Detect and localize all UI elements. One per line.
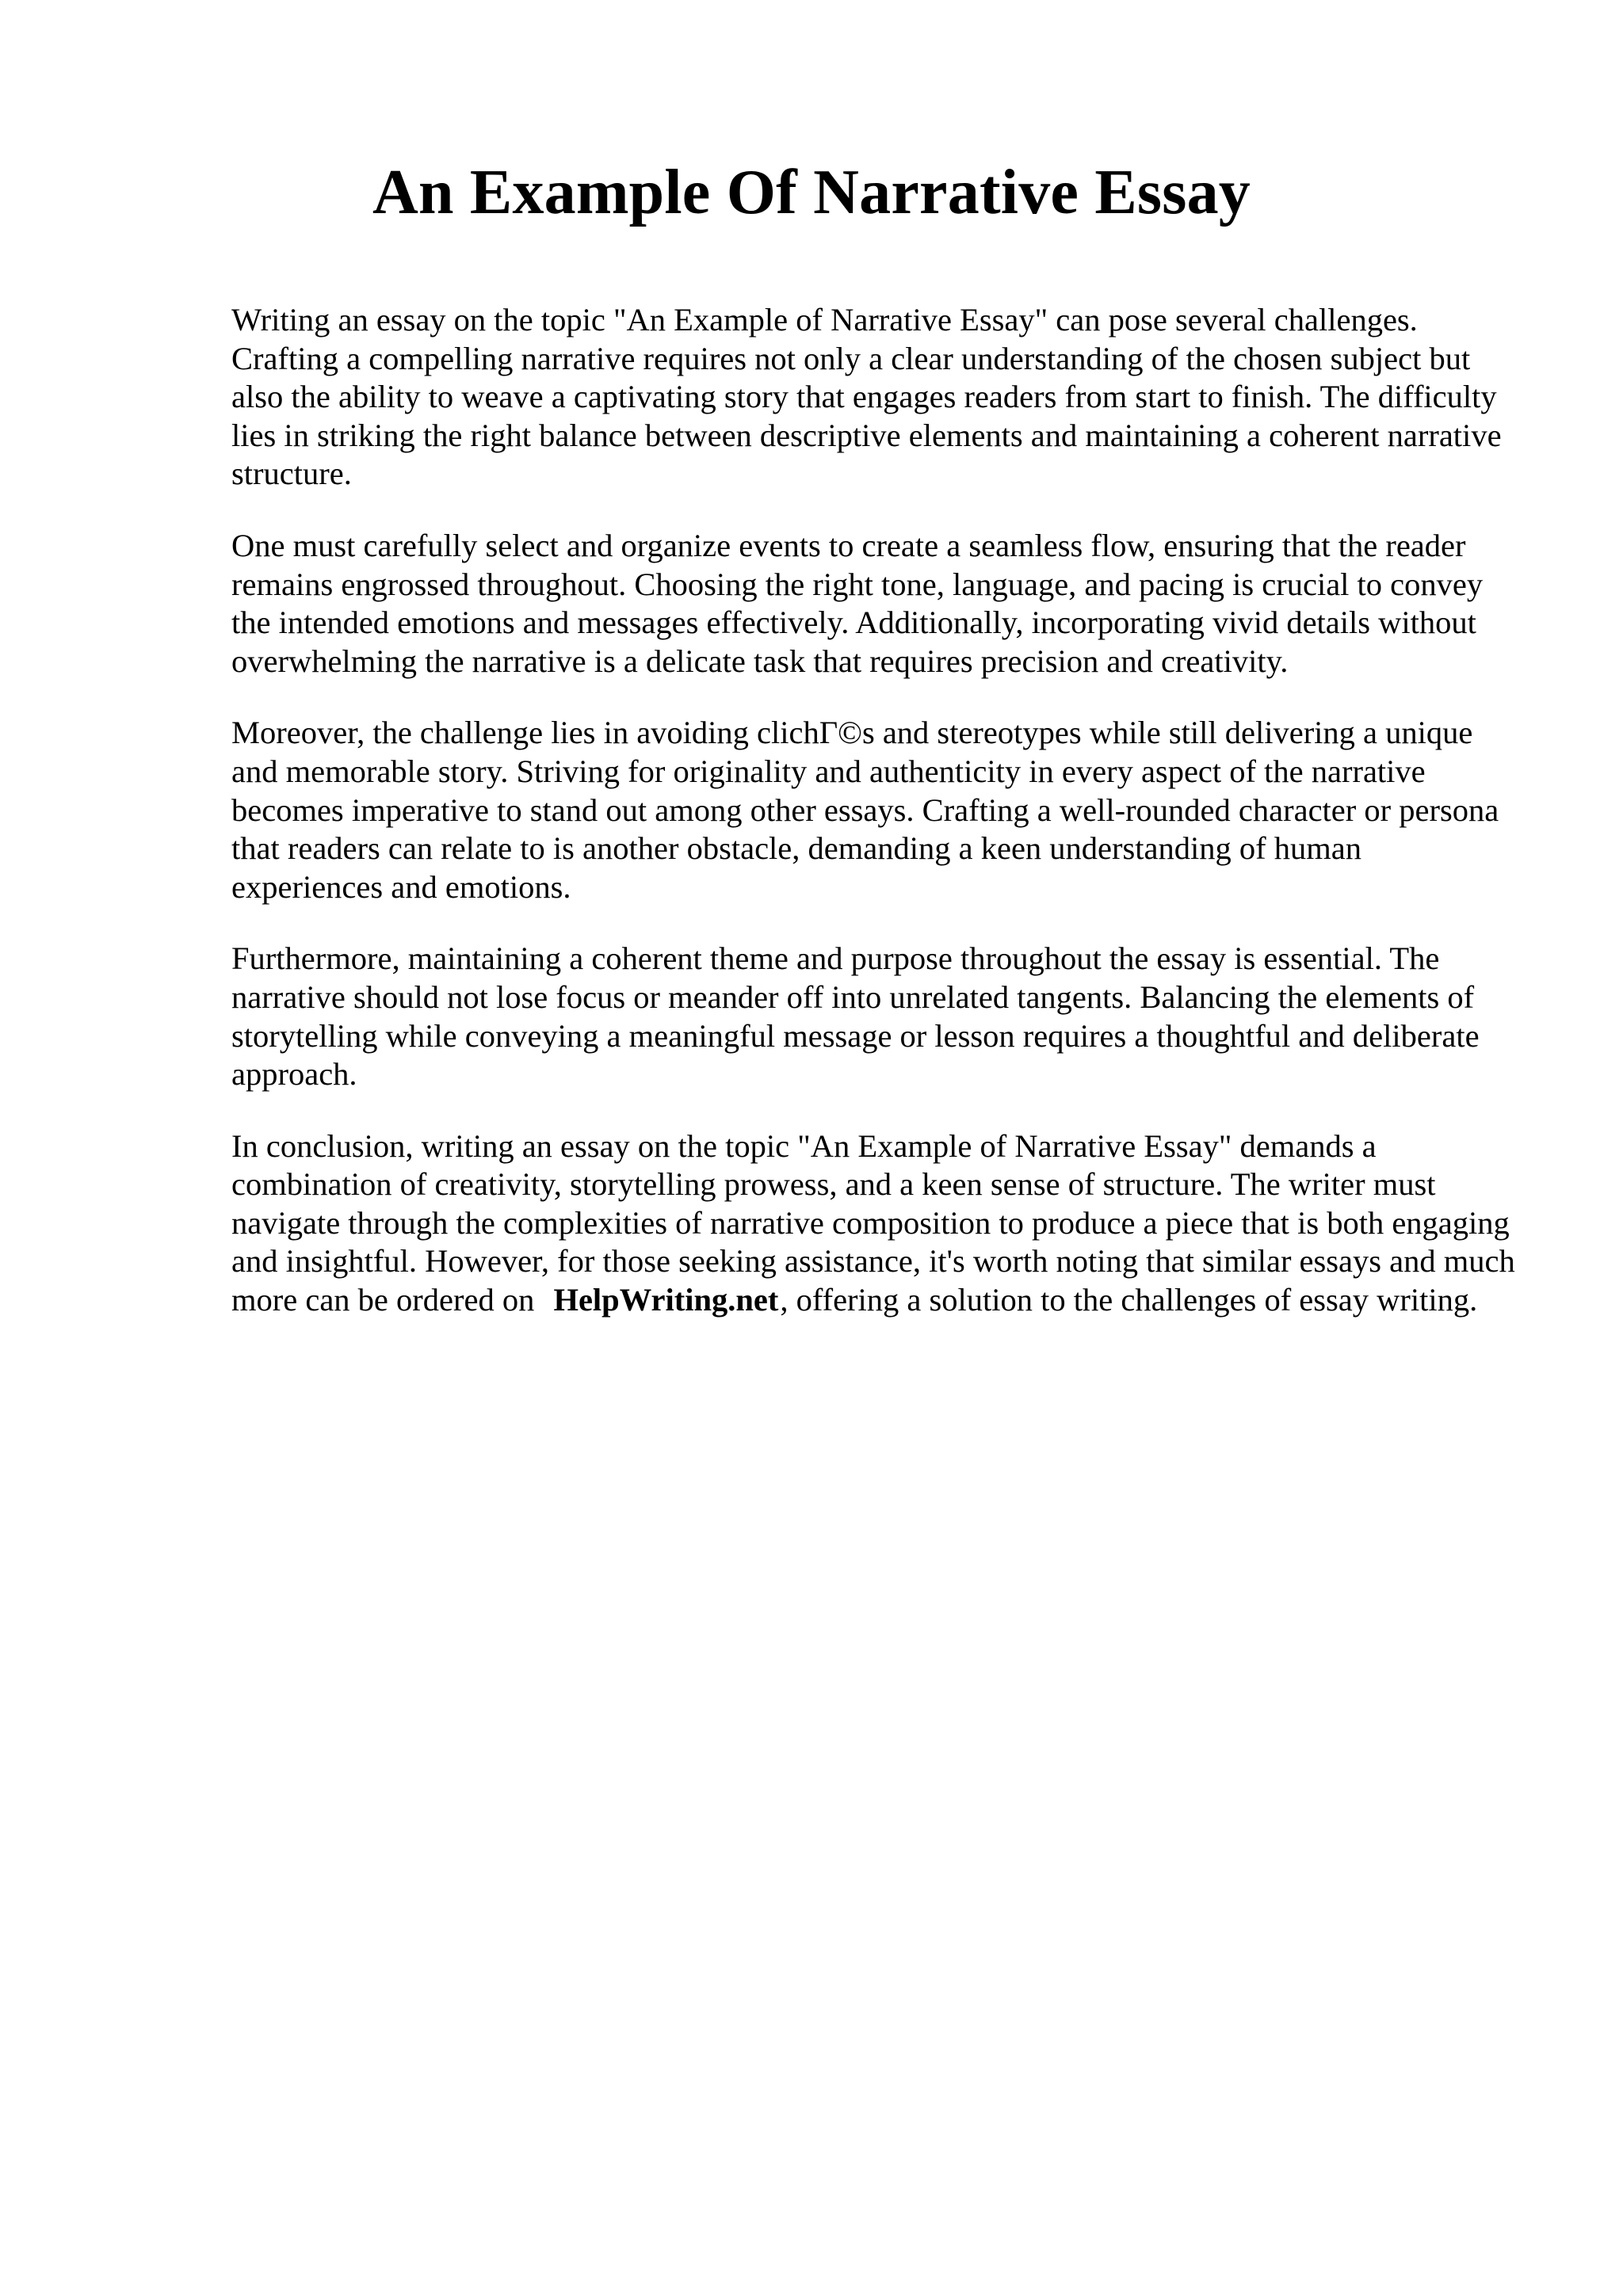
document-body <box>231 301 1519 1353</box>
helpwriting-link[interactable]: HelpWriting.net <box>553 1282 779 1318</box>
paragraph-5 <box>231 1127 1519 1320</box>
paragraph-5-text-before: In conclusion, writing an essay on the topic "An Example of Narrative Essay" demands a combination of creativity, storytelling prowess, and a keen sense of structure. The writer must navigate through the complexities of narrative composition to produce a piece that is both engaging and insightful. However, for those seeking assistance, it's worth noting that similar essays and much more can be ordered on <box>231 1127 1515 1318</box>
document-title: An Example Of Narrative Essay <box>372 158 1251 227</box>
paragraph-4: Furthermore, maintaining a coherent theme and purpose throughout the essay is essential. The narrative should not lose focus or meander off into unrelated tangents. Balancing the elements of storytelling while conveying a meaningful message or lesson requires a thoughtful and deliberate approach. <box>231 940 1480 1093</box>
paragraph-5-text-after: , offering a solution to the challenges of essay writing. <box>780 1282 1478 1318</box>
paragraph-2: One must carefully select and organize events to create a seamless flow, ensuring that the reader remains engrossed throughout. Choosing the right tone, language, and pacing is crucial to convey the intended emotions and messages effectively. Additionally, incorporating vivid details without overwhelming the narrative is a delicate task that requires precision and creativity. <box>231 527 1484 679</box>
paragraph-1: Writing an essay on the topic "An Example of Narrative Essay" can pose several challenges. Crafting a compelling narrative requires not only a clear understanding of the chosen subject but also the ability to weave a captivating story that engages readers from start to finish. The difficulty lies in striking the right balance between descriptive elements and maintaining a coherent narrative structure. <box>231 302 1502 492</box>
paragraph-3: Moreover, the challenge lies in avoiding clichГ©s and stereotypes while still delivering a unique and memorable story. Striving for originality and authenticity in every aspect of the narrative becomes imperative to stand out among other essays. Crafting a well-rounded character or persona that readers can relate to is another obstacle, demanding a keen understanding of human experiences and emotions. <box>231 715 1499 905</box>
